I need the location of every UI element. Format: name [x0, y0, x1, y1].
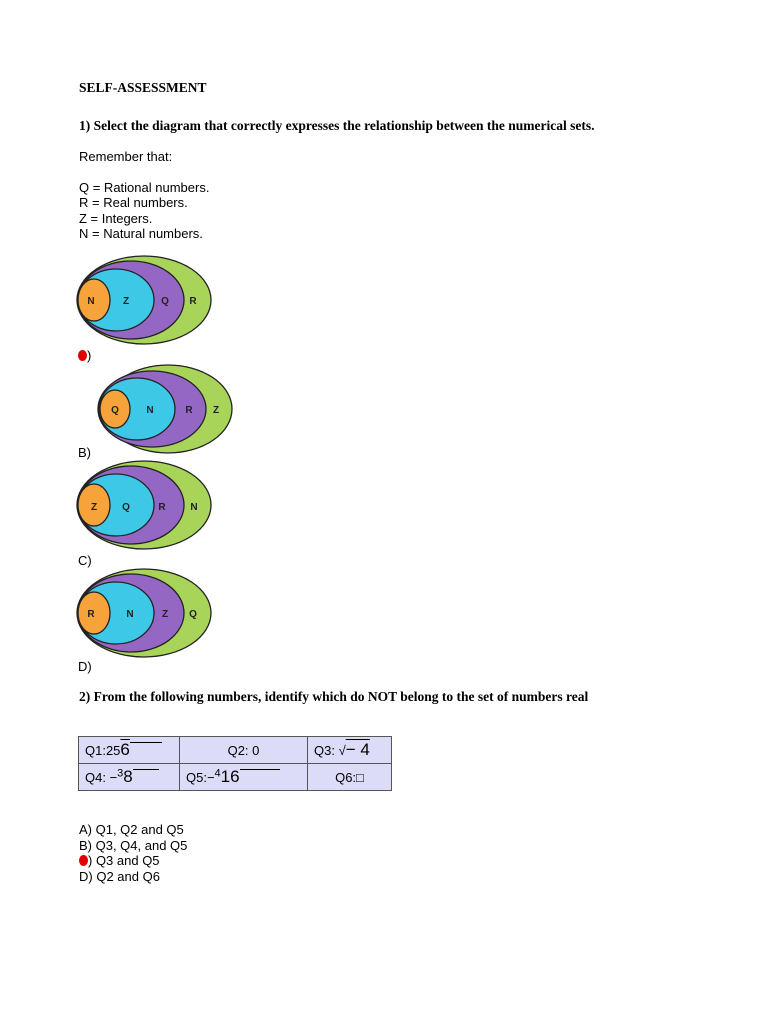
set-label: N	[87, 296, 95, 307]
set-label: Q	[122, 502, 130, 513]
set-label: R	[185, 405, 193, 416]
selected-marker	[78, 350, 87, 361]
definition-n: N = Natural numbers.	[79, 225, 203, 241]
definition-r: R = Real numbers.	[79, 195, 188, 211]
set-label: Z	[90, 502, 98, 513]
set-label: Q	[161, 296, 169, 307]
question-2: 2) From the following numbers, identify which do NOT belong to the set of numbers real	[79, 689, 589, 704]
set-label: Q	[111, 405, 119, 416]
numbers-table	[78, 736, 392, 791]
answer-list	[79, 822, 187, 884]
option-b-label[interactable]: B)	[78, 445, 91, 460]
cell-q3: Q3: √− 4	[308, 737, 392, 764]
answer-c[interactable]: ) Q3 and Q5	[79, 853, 187, 869]
cell-q1: Q1:256	[79, 737, 180, 764]
venn-diagram-b[interactable]	[97, 362, 237, 456]
answer-a[interactable]: A) Q1, Q2 and Q5	[79, 822, 184, 837]
answer-b[interactable]: B) Q3, Q4, and Q5	[79, 837, 188, 853]
cell-q2: Q2: 0	[180, 737, 308, 764]
venn-diagram-d[interactable]	[76, 567, 216, 661]
definitions-list	[79, 180, 209, 241]
answer-d[interactable]: D) Q2 and Q6	[79, 868, 160, 884]
set-label: Q	[189, 609, 197, 620]
question-1: 1) Select the diagram that correctly expresses the relationship between the numerical sets.	[79, 118, 595, 133]
set-label: Z	[122, 296, 130, 307]
set-label: R	[189, 296, 197, 307]
cell-q4: Q4: −$^3$8	[79, 764, 180, 791]
set-label: R	[158, 502, 166, 513]
definition-q: Q = Rational numbers.	[79, 180, 210, 195]
cell-q5: Q5:−$^4$16	[180, 764, 308, 791]
page-title: SELF-ASSESSMENT	[79, 80, 207, 95]
set-label: Z	[212, 405, 220, 416]
option-c-label[interactable]: C)	[78, 553, 92, 568]
remember-text: Remember that:	[79, 149, 173, 164]
selected-marker	[79, 855, 88, 866]
option-a-label[interactable]: )	[78, 348, 91, 363]
venn-diagram-c[interactable]	[76, 459, 216, 553]
option-d-label[interactable]: D)	[78, 659, 92, 674]
cell-q6: Q6:□	[308, 764, 392, 791]
set-label: R	[87, 609, 95, 620]
set-label: N	[146, 405, 154, 416]
set-label: Z	[161, 609, 169, 620]
set-label: N	[126, 609, 134, 620]
venn-diagram-a[interactable]	[76, 254, 216, 348]
set-label: N	[190, 502, 198, 513]
definition-z: Z = Integers.	[79, 210, 153, 226]
